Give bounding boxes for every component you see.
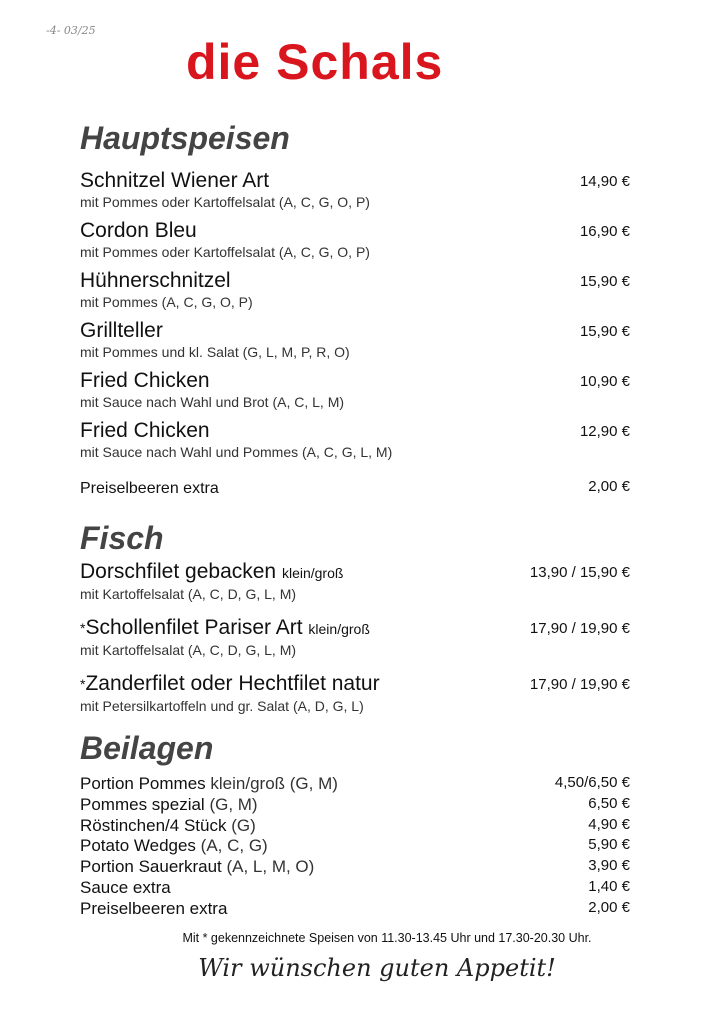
item-allergens: (G, M) — [204, 794, 258, 814]
side-item — [80, 856, 630, 877]
side-item — [80, 835, 630, 856]
item-price: 1,40 € — [588, 878, 630, 895]
size-options: klein/groß — [308, 621, 370, 637]
section-heading-beilagen: Beilagen — [80, 730, 214, 766]
section-heading-fisch: Fisch — [80, 520, 164, 556]
item-price: 17,90 / 19,90 € — [529, 676, 630, 693]
menu-item — [80, 219, 630, 261]
menu-item — [80, 560, 630, 603]
item-price: 4,50/6,50 € — [554, 774, 630, 791]
item-price: 15,90 € — [579, 323, 630, 340]
item-price: 13,90 / 15,90 € — [529, 564, 630, 581]
asterisk-marker: * — [80, 620, 86, 636]
item-price: 10,90 € — [579, 373, 630, 390]
menu-item — [80, 169, 630, 211]
item-price: 14,90 € — [579, 173, 630, 190]
item-name: Fried Chicken — [80, 419, 210, 442]
item-name: Pommes spezial — [80, 794, 205, 814]
menu-item — [80, 616, 630, 659]
restaurant-title: die Schals — [186, 34, 444, 90]
item-name: Hühnerschnitzel — [80, 269, 231, 292]
menu-item — [80, 672, 630, 715]
item-description: mit Kartoffelsalat (A, C, D, G, L, M) — [80, 586, 297, 602]
side-item — [80, 898, 630, 919]
item-price: 12,90 € — [579, 423, 630, 440]
item-description: mit Pommes oder Kartoffelsalat (A, C, G, O, P) — [80, 194, 370, 210]
item-description: mit Pommes (A, C, G, O, P) — [80, 294, 253, 310]
item-allergens: (A, L, M, O) — [221, 857, 315, 877]
item-price: 2,00 € — [588, 478, 630, 495]
page-label: -4- 03/25 — [46, 24, 96, 37]
item-price: 15,90 € — [579, 273, 630, 290]
item-name: Zanderfilet oder Hechtfilet natur — [85, 672, 380, 695]
item-description: mit Pommes und kl. Salat (G, L, M, P, R, O) — [80, 344, 350, 360]
item-description: mit Sauce nach Wahl und Brot (A, C, L, M) — [80, 394, 345, 410]
item-description: mit Kartoffelsalat (A, C, D, G, L, M) — [80, 642, 297, 658]
side-item — [80, 815, 630, 836]
menu-item — [80, 419, 630, 461]
side-item — [80, 877, 630, 898]
footnote: Mit * gekennzeichnete Speisen von 11.30-13.45 Uhr und 17.30-20.30 Uhr. — [182, 931, 592, 945]
item-name: Fried Chicken — [80, 369, 210, 392]
item-name: Cordon Bleu — [80, 219, 197, 242]
item-allergens: (G) — [226, 815, 256, 835]
item-name: Preiselbeeren extra — [80, 898, 228, 918]
item-price: 3,90 € — [588, 857, 630, 875]
item-description: mit Sauce nach Wahl und Pommes (A, C, G, L, M) — [80, 444, 393, 460]
menu-item — [80, 369, 630, 411]
item-name: Röstinchen/4 Stück — [80, 815, 227, 835]
item-price: 5,90 € — [588, 836, 630, 854]
item-allergens: (A, C, G) — [195, 836, 268, 856]
closing-text: Wir wünschen guten Appetit! — [198, 954, 556, 982]
item-description: mit Petersilkartoffeln und gr. Salat (A, D, G, L) — [80, 698, 364, 714]
asterisk-marker: * — [80, 676, 86, 692]
item-name: Potato Wedges — [80, 836, 196, 856]
item-name: Sauce extra — [80, 878, 171, 897]
item-price: 17,90 / 19,90 € — [529, 620, 630, 637]
menu-item-extra — [80, 477, 630, 501]
item-allergens: klein/groß (G, M) — [205, 774, 338, 793]
side-item — [80, 794, 630, 815]
item-price: 16,90 € — [579, 223, 630, 240]
item-name: Schollenfilet Pariser Art — [85, 616, 303, 639]
item-name: Grillteller — [80, 319, 163, 342]
side-item — [80, 773, 630, 794]
menu-item — [80, 319, 630, 361]
item-name: Portion Pommes — [80, 774, 206, 793]
item-price: 4,90 € — [588, 815, 630, 833]
item-name: Portion Sauerkraut — [80, 857, 222, 877]
item-name: Dorschfilet gebacken — [80, 560, 277, 583]
item-description: mit Pommes oder Kartoffelsalat (A, C, G, O, P) — [80, 244, 370, 260]
section-heading-hauptspeisen: Hauptspeisen — [80, 120, 290, 156]
size-options: klein/groß — [281, 565, 344, 581]
menu-item — [80, 269, 630, 311]
item-price: 6,50 € — [588, 794, 630, 812]
item-price: 2,00 € — [588, 898, 630, 916]
item-name: Preiselbeeren extra — [80, 480, 219, 497]
item-name: Schnitzel Wiener Art — [80, 169, 270, 192]
